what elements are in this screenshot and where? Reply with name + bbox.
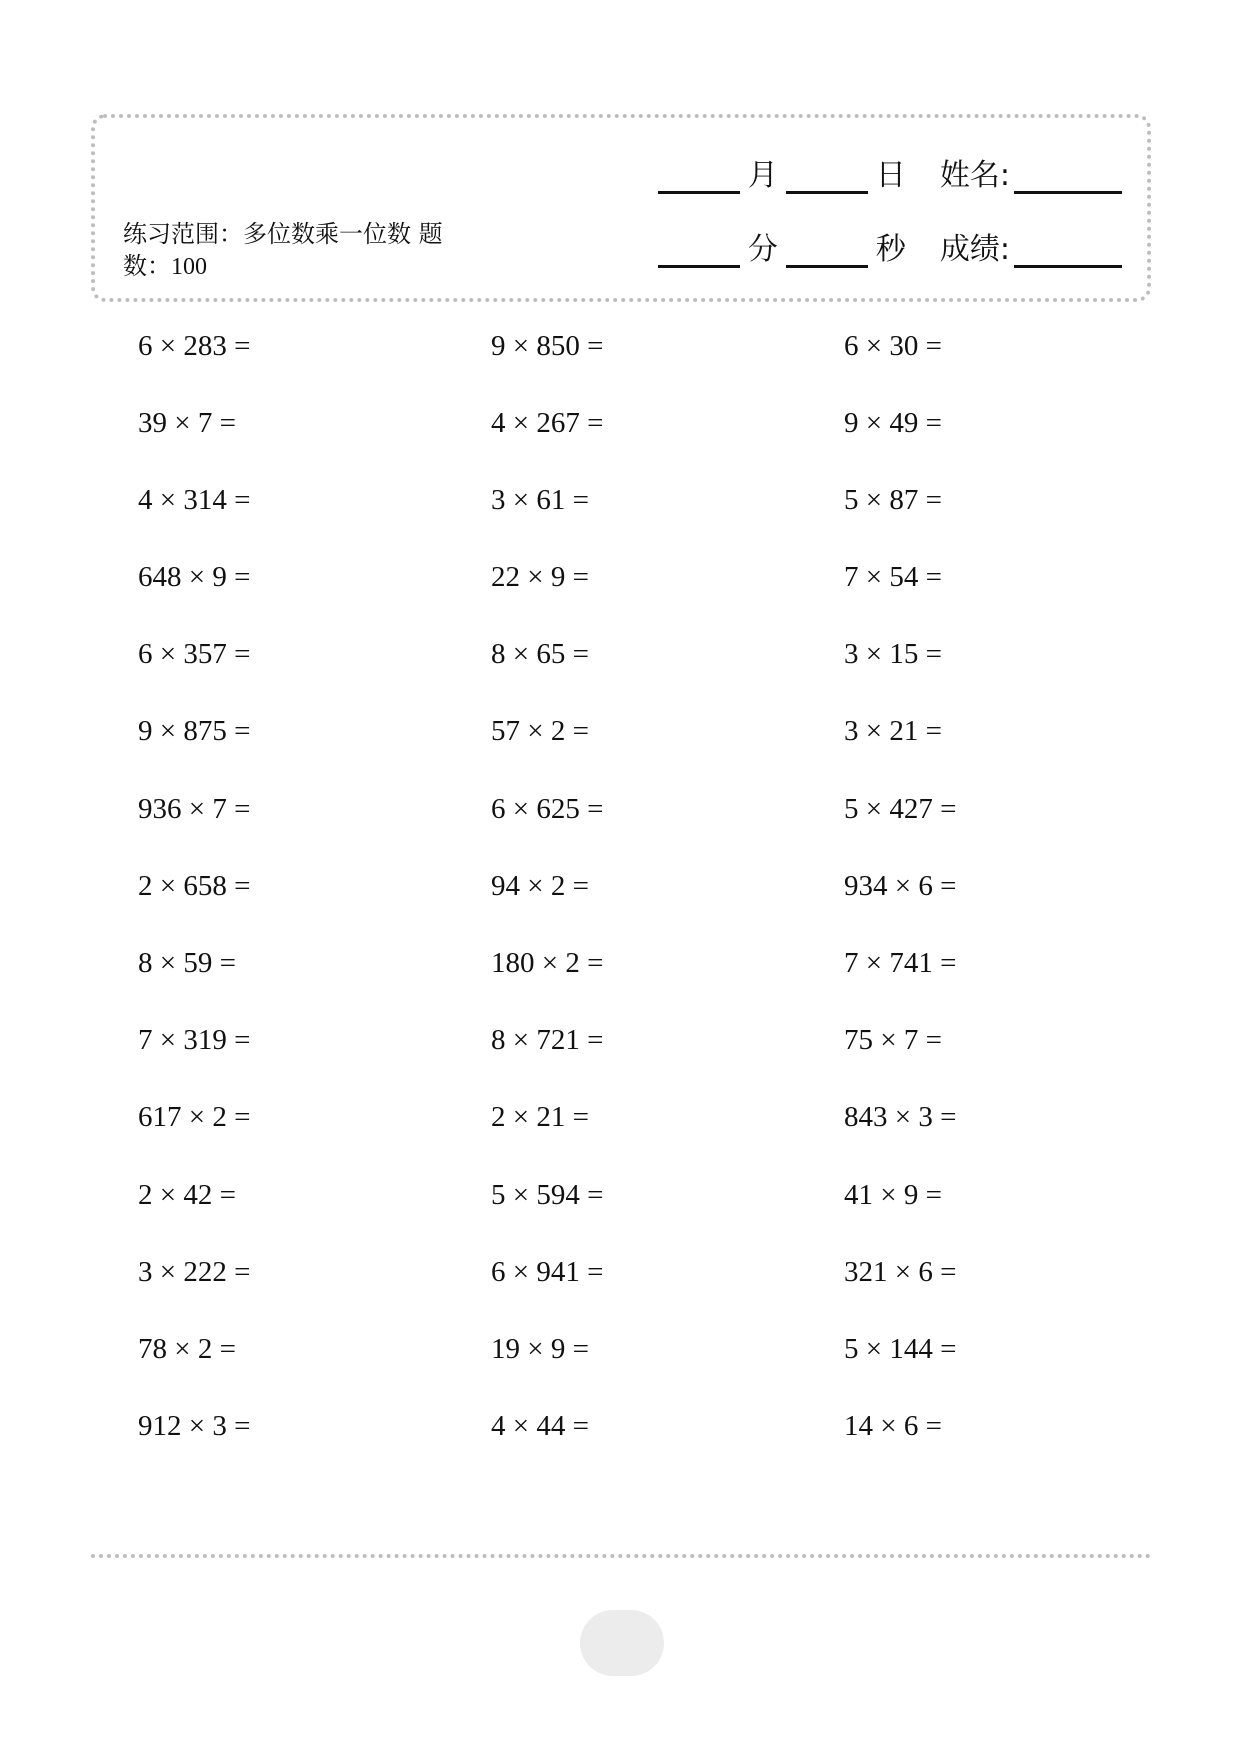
problem-item: 3 × 61 = <box>491 483 589 516</box>
problem-item: 8 × 65 = <box>491 638 589 671</box>
problem-item: 6 × 30 = <box>844 329 942 362</box>
problem-item: 936 × 7 = <box>138 792 251 825</box>
problem-item: 39 × 7 = <box>138 406 236 439</box>
problem-item: 9 × 875 = <box>138 715 251 748</box>
problem-item: 4 × 267 = <box>491 406 604 439</box>
footer-divider <box>91 1554 1151 1558</box>
problem-grid <box>138 320 1138 1478</box>
problem-item: 2 × 21 = <box>491 1101 589 1134</box>
problem-item: 2 × 42 = <box>138 1178 236 1211</box>
problem-item: 3 × 222 = <box>138 1255 251 1288</box>
problem-item: 14 × 6 = <box>844 1410 942 1443</box>
problem-item: 7 × 54 = <box>844 561 942 594</box>
page-number-badge <box>580 1610 664 1676</box>
problem-item: 3 × 21 = <box>844 715 942 748</box>
problem-item: 8 × 59 = <box>138 947 236 979</box>
scope-line-1: 练习范围：多位数乘一位数 题 <box>123 220 443 248</box>
problem-item: 5 × 427 = <box>844 792 957 825</box>
problem-item: 912 × 3 = <box>138 1410 251 1443</box>
problem-item: 19 × 9 = <box>491 1332 589 1365</box>
problem-item: 617 × 2 = <box>138 1101 251 1134</box>
problem-item: 4 × 314 = <box>138 483 251 516</box>
problem-item: 648 × 9 = <box>138 561 251 594</box>
problem-item: 5 × 87 = <box>844 483 942 516</box>
problem-item: 6 × 625 = <box>491 792 604 825</box>
problem-item: 75 × 7 = <box>844 1024 942 1057</box>
problem-item: 9 × 850 = <box>491 329 604 362</box>
problem-item: 22 × 9 = <box>491 561 589 594</box>
problem-item: 2 × 658 = <box>138 869 251 902</box>
problem-item: 5 × 594 = <box>491 1178 604 1211</box>
day-blank[interactable] <box>786 161 868 194</box>
problem-item: 843 × 3 = <box>844 1101 957 1134</box>
score-blank[interactable] <box>1014 235 1122 268</box>
problem-item: 5 × 144 = <box>844 1332 957 1365</box>
practice-scope <box>123 218 483 283</box>
day-label: 日 <box>875 158 906 193</box>
problem-item: 6 × 357 = <box>138 638 251 671</box>
problem-item: 321 × 6 = <box>844 1255 957 1288</box>
name-blank[interactable] <box>1014 161 1122 194</box>
second-label: 秒 <box>875 232 906 267</box>
problem-item: 4 × 44 = <box>491 1410 589 1443</box>
scope-line-2 <box>123 250 483 283</box>
problem-item: 9 × 49 = <box>844 406 942 439</box>
date-name-row <box>650 150 1122 194</box>
second-blank[interactable] <box>786 235 868 268</box>
month-label: 月 <box>747 158 778 193</box>
score-label: 成绩: <box>939 232 1010 267</box>
name-label: 姓名: <box>939 158 1010 193</box>
scope-count: 100 <box>171 254 207 280</box>
problem-item: 41 × 9 = <box>844 1178 942 1211</box>
problem-item: 180 × 2 = <box>491 947 604 979</box>
problem-item: 78 × 2 = <box>138 1332 236 1365</box>
problem-item: 934 × 6 = <box>844 869 957 902</box>
minute-blank[interactable] <box>658 235 740 268</box>
problem-item: 3 × 15 = <box>844 638 942 671</box>
problem-item: 7 × 319 = <box>138 1024 251 1057</box>
problem-item: 57 × 2 = <box>491 715 589 748</box>
scope-count-label: 数： <box>123 252 171 280</box>
problem-item: 94 × 2 = <box>491 869 589 902</box>
month-blank[interactable] <box>658 161 740 194</box>
minute-label: 分 <box>747 232 778 267</box>
problem-item: 8 × 721 = <box>491 1024 604 1057</box>
problem-item: 7 × 741 = <box>844 947 957 979</box>
problem-item: 6 × 283 = <box>138 329 251 362</box>
problem-item: 6 × 941 = <box>491 1255 604 1288</box>
time-score-row <box>650 224 1122 268</box>
